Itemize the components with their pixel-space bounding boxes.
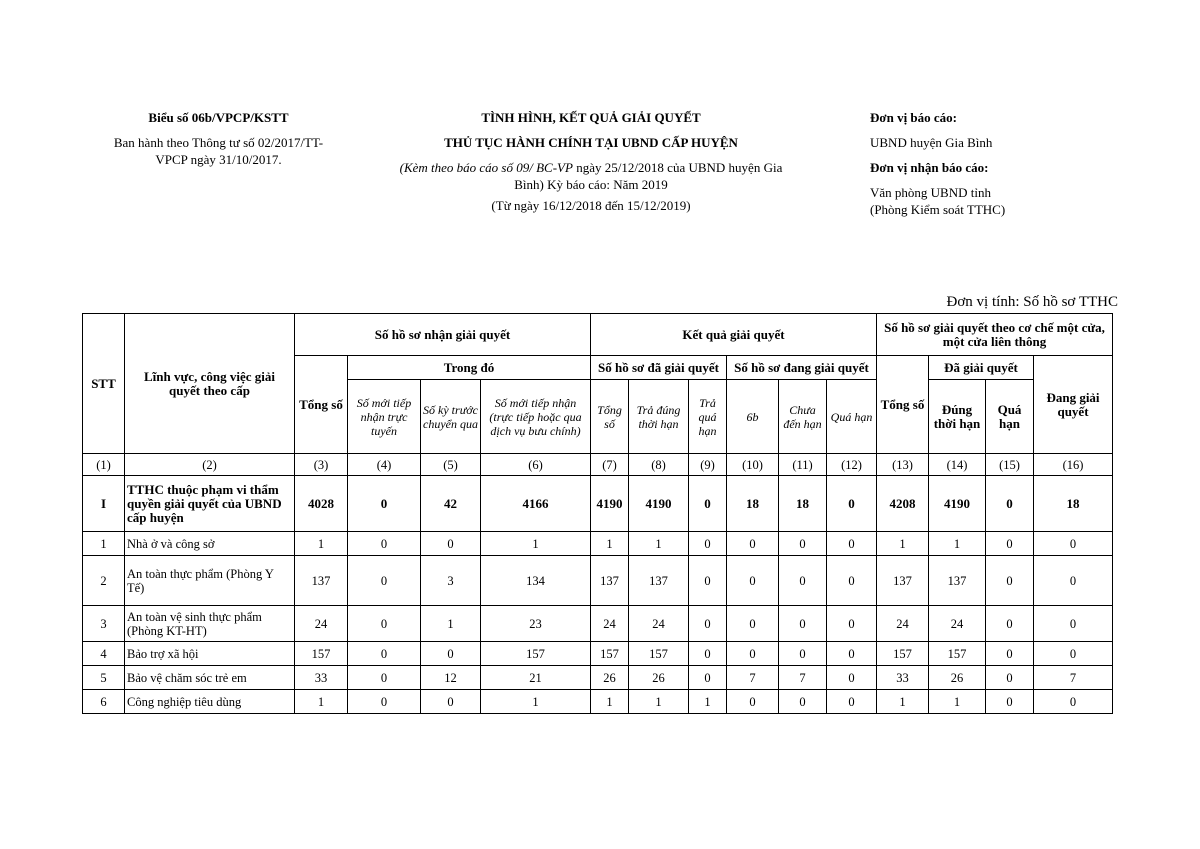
column-number: (7) [591,454,629,476]
row-value: 0 [348,556,421,606]
issued-by-line2: VPCP ngày 31/10/2017. [155,152,282,167]
row-value: 4166 [481,476,591,532]
column-number: (5) [421,454,481,476]
row-value: 26 [591,666,629,690]
units-block [870,109,1100,218]
row-value: 1 [877,690,929,714]
col-overdue-header: Quá hạn [827,380,877,454]
row-value: 0 [1034,642,1113,666]
row-value: 18 [727,476,779,532]
row-field-name: TTHC thuộc phạm vi thẩm quyền giải quyết của UBND cấp huyện [125,476,295,532]
row-value: 33 [295,666,348,690]
col-6b-header: 6b [727,380,779,454]
table-row [83,666,1113,690]
column-number: (11) [779,454,827,476]
row-value: 7 [1034,666,1113,690]
row-value: 24 [929,606,986,642]
row-value: 0 [727,606,779,642]
row-field-name: Công nghiệp tiêu dùng [125,690,295,714]
row-field-name: Nhà ở và công sở [125,532,295,556]
row-value: 12 [421,666,481,690]
row-value: 0 [689,642,727,666]
col-carried-header: Số kỳ trước chuyển qua [421,380,481,454]
table-row [83,606,1113,642]
col-stt-header: STT [83,314,125,454]
row-value: 157 [629,642,689,666]
row-value: 137 [591,556,629,606]
row-value: 0 [986,532,1034,556]
col-in-progress-header: Đang giải quyết [1034,356,1113,454]
row-value: 0 [689,606,727,642]
title-line1: TÌNH HÌNH, KẾT QUẢ GIẢI QUYẾT [481,110,701,125]
row-value: 26 [629,666,689,690]
table-row [83,476,1113,532]
col-late-header: Trả quá hạn [689,380,727,454]
table-header [83,314,1113,476]
row-value: 24 [295,606,348,642]
row-value: 4190 [629,476,689,532]
row-value: 0 [689,556,727,606]
column-number: (1) [83,454,125,476]
row-value: 0 [348,476,421,532]
column-number: (14) [929,454,986,476]
row-value: 1 [481,532,591,556]
row-value: 0 [1034,556,1113,606]
row-value: 1 [689,690,727,714]
column-number: (9) [689,454,727,476]
column-number: (13) [877,454,929,476]
row-value: 0 [827,642,877,666]
attachment-rest2: Bình) Kỳ báo cáo: Năm 2019 [514,177,668,192]
col-total-header: Tổng số [295,356,348,454]
column-number: (8) [629,454,689,476]
reporting-unit-label: Đơn vị báo cáo: [870,110,958,125]
col-new-online-header: Số mới tiếp nhận trực tuyến [348,380,421,454]
row-value: 24 [629,606,689,642]
column-number: (3) [295,454,348,476]
resolved-group-header: Số hồ sơ đã giải quyết [591,356,727,380]
row-value: 0 [348,532,421,556]
row-value: 4190 [929,476,986,532]
row-value: 137 [629,556,689,606]
received-group-header: Số hồ sơ nhận giải quyết [295,314,591,356]
row-value: 0 [1034,606,1113,642]
receiving-unit-label: Đơn vị nhận báo cáo: [870,160,989,175]
of-which-header: Trong đó [348,356,591,380]
column-number: (12) [827,454,877,476]
results-group-header: Kết quả giải quyết [591,314,877,356]
row-value: 157 [877,642,929,666]
issued-by-line1: Ban hành theo Thông tư số 02/2017/TT- [113,135,324,150]
table-body [83,476,1113,714]
row-value: 0 [689,532,727,556]
row-field-name: Bảo trợ xã hội [125,642,295,666]
row-value: 0 [827,556,877,606]
attachment-note [372,159,810,176]
row-value: 7 [779,666,827,690]
row-value: 1 [591,532,629,556]
row-value: 23 [481,606,591,642]
row-value: 4208 [877,476,929,532]
row-value: 21 [481,666,591,690]
row-value: 157 [481,642,591,666]
row-value: 33 [877,666,929,690]
unit-note: Đơn vị tính: Số hồ sơ TTHC [946,294,1118,310]
row-stt: 5 [83,666,125,690]
row-value: 18 [779,476,827,532]
row-value: 1 [629,532,689,556]
column-number: (2) [125,454,295,476]
column-number: (10) [727,454,779,476]
row-value: 42 [421,476,481,532]
row-value: 134 [481,556,591,606]
column-number: (15) [986,454,1034,476]
row-value: 0 [827,690,877,714]
row-value: 0 [421,690,481,714]
pending-group-header: Số hồ sơ đang giải quyết [727,356,877,380]
row-value: 157 [295,642,348,666]
row-value: 0 [727,556,779,606]
row-value: 18 [1034,476,1113,532]
row-value: 0 [421,532,481,556]
row-value: 0 [727,642,779,666]
row-value: 0 [689,476,727,532]
col-ontime2-header: Đúng thời hạn [929,380,986,454]
row-value: 1 [591,690,629,714]
report-period: (Từ ngày 16/12/2018 đến 15/12/2019) [491,198,691,213]
column-number-row [83,454,1113,476]
col-on-time-header: Trả đúng thời hạn [629,380,689,454]
row-value: 1 [629,690,689,714]
row-value: 0 [779,690,827,714]
row-field-name: An toàn thực phẩm (Phòng Y Tế) [125,556,295,606]
row-stt: I [83,476,125,532]
row-value: 0 [827,606,877,642]
attachment-ref: (Kèm theo báo cáo số 09/ BC-VP [399,160,573,175]
form-code-block [96,109,341,168]
row-value: 157 [929,642,986,666]
reporting-unit-value: UBND huyện Gia Bình [870,135,993,150]
col-new-direct-header: Số mới tiếp nhận (trực tiếp hoặc qua dịch vụ bưu chính) [481,380,591,454]
row-stt: 1 [83,532,125,556]
row-value: 1 [929,690,986,714]
col-not-due-header: Chưa đến hạn [779,380,827,454]
column-number: (6) [481,454,591,476]
row-value: 0 [986,666,1034,690]
row-value: 1 [295,532,348,556]
row-value: 4028 [295,476,348,532]
row-value: 24 [877,606,929,642]
row-value: 157 [591,642,629,666]
row-value: 0 [986,690,1034,714]
table-row [83,642,1113,666]
row-value: 0 [421,642,481,666]
attachment-rest1: ngày 25/12/2018 của UBND huyện Gia [572,160,783,175]
row-value: 0 [727,690,779,714]
row-value: 0 [689,666,727,690]
row-value: 0 [1034,532,1113,556]
row-value: 137 [295,556,348,606]
row-value: 0 [986,556,1034,606]
row-value: 0 [348,666,421,690]
row-value: 137 [877,556,929,606]
col-total2-header: Tổng số [877,356,929,454]
column-number: (16) [1034,454,1113,476]
row-value: 0 [348,606,421,642]
row-field-name: An toàn vệ sinh thực phẩm (Phòng KT-HT) [125,606,295,642]
row-value: 24 [591,606,629,642]
row-value: 0 [348,642,421,666]
receiving-unit-line1: Văn phòng UBND tỉnh [870,185,991,200]
row-value: 0 [348,690,421,714]
row-value: 137 [929,556,986,606]
row-value: 1 [295,690,348,714]
form-code: Biểu số 06b/VPCP/KSTT [148,110,289,125]
row-value: 0 [779,556,827,606]
onestop-group-header: Số hồ sơ giải quyết theo cơ chế một cửa, một cửa liên thông [877,314,1113,356]
row-value: 0 [986,476,1034,532]
table-row [83,532,1113,556]
row-field-name: Bảo vệ chăm sóc trẻ em [125,666,295,690]
row-stt: 3 [83,606,125,642]
col-field-header: Lĩnh vực, công việc giải quyết theo cấp [125,314,295,454]
row-value: 0 [779,532,827,556]
row-value: 0 [727,532,779,556]
row-value: 0 [986,642,1034,666]
col-res-total-header: Tổng số [591,380,629,454]
row-value: 1 [481,690,591,714]
report-title-block [372,109,810,214]
row-stt: 4 [83,642,125,666]
receiving-unit-line2: (Phòng Kiểm soát TTHC) [870,202,1006,217]
report-table [82,313,1113,714]
row-stt: 2 [83,556,125,606]
row-value: 1 [877,532,929,556]
row-value: 7 [727,666,779,690]
row-value: 0 [986,606,1034,642]
row-value: 1 [929,532,986,556]
row-value: 0 [779,642,827,666]
title-line2: THỦ TỤC HÀNH CHÍNH TẠI UBND CẤP HUYỆN [444,135,738,150]
row-value: 0 [1034,690,1113,714]
row-value: 0 [827,476,877,532]
done-group-header: Đã giải quyết [929,356,1034,380]
row-value: 1 [421,606,481,642]
row-value: 0 [827,666,877,690]
column-number: (4) [348,454,421,476]
row-value: 4190 [591,476,629,532]
row-stt: 6 [83,690,125,714]
row-value: 0 [827,532,877,556]
row-value: 3 [421,556,481,606]
col-overdue2-header: Quá hạn [986,380,1034,454]
table-row [83,556,1113,606]
row-value: 26 [929,666,986,690]
table-row [83,690,1113,714]
row-value: 0 [779,606,827,642]
